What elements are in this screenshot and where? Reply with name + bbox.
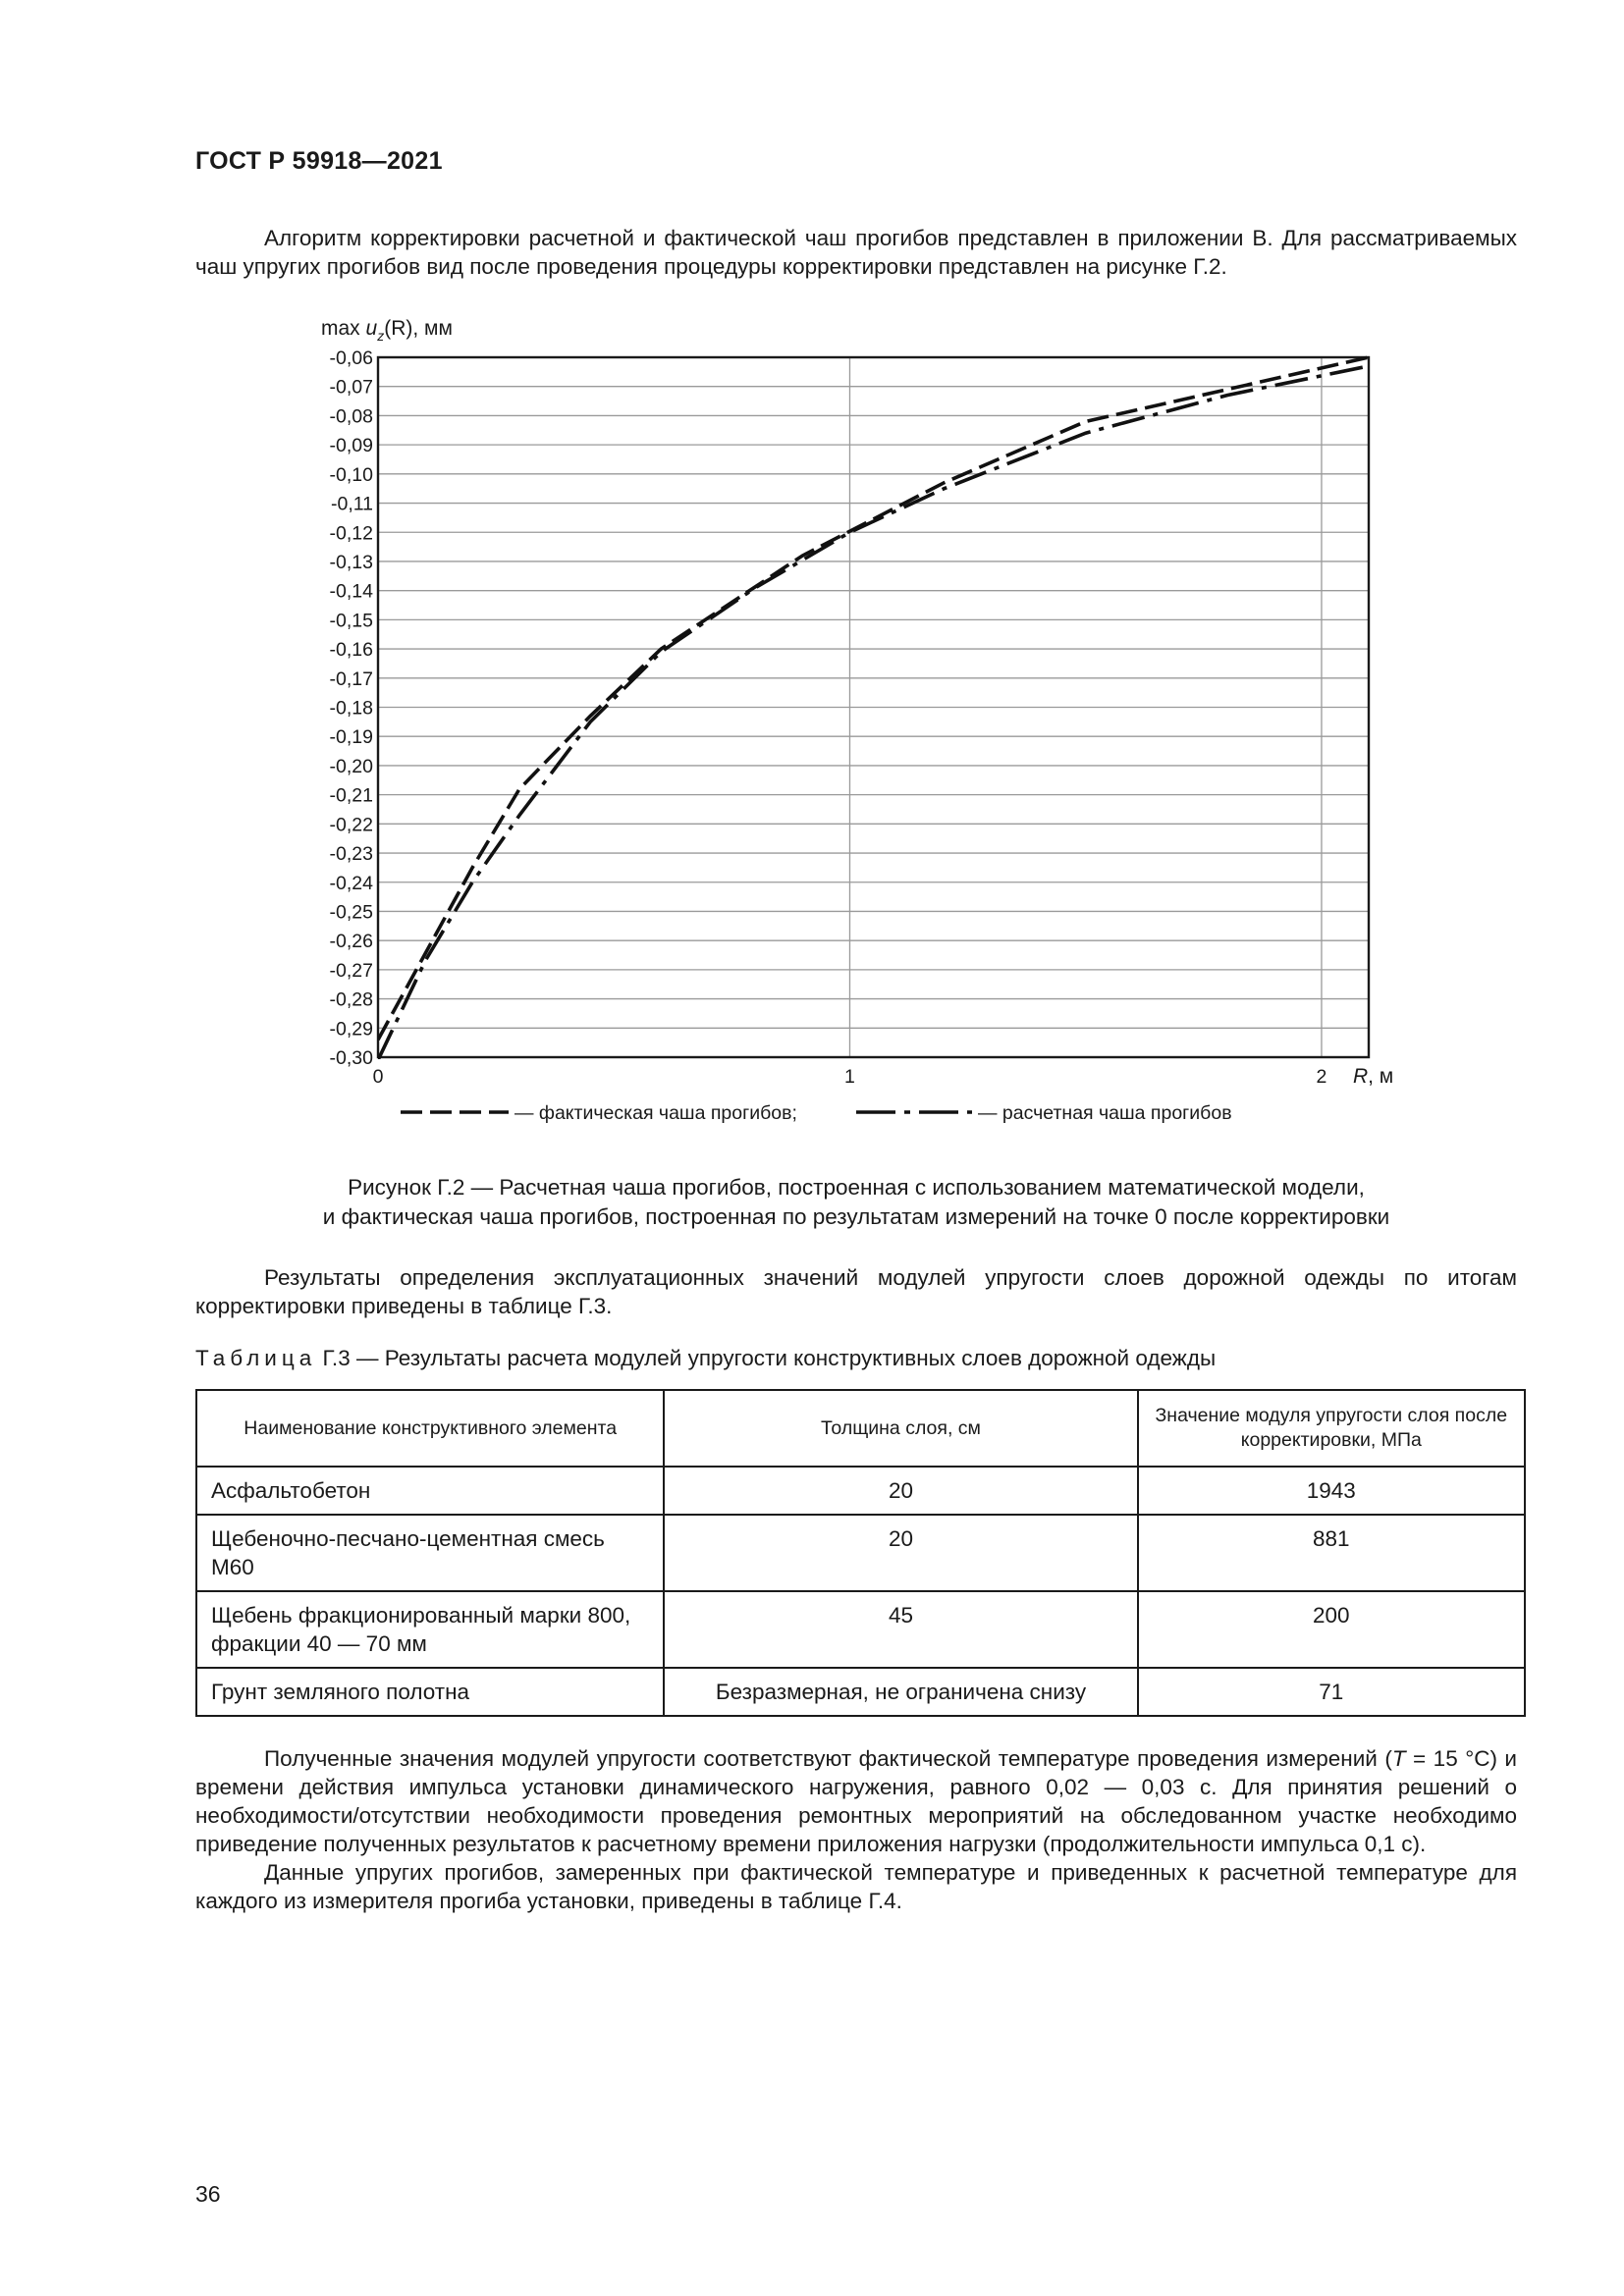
x-axis-label: R, м bbox=[1352, 1065, 1394, 1088]
y-axis-label: $\max u_z(R)$, мм bbox=[321, 317, 453, 344]
cell-modulus: 71 bbox=[1138, 1668, 1525, 1716]
y-tick-label: -0,19 bbox=[329, 726, 373, 749]
table-caption-title: Г.3 — Результаты расчета модулей упругости конструктивных слоев дорожной одежды bbox=[322, 1346, 1217, 1370]
y-tick-label: -0,24 bbox=[329, 872, 373, 894]
y-tick-label: -0,11 bbox=[331, 493, 373, 515]
table-row bbox=[196, 1668, 1525, 1716]
x-tick-label: 0 bbox=[372, 1066, 384, 1088]
y-tick-label: -0,18 bbox=[329, 697, 373, 720]
cell-name: Щебеночно-песчано-цементная смесь М60 bbox=[196, 1515, 664, 1591]
y-tick-label: -0,09 bbox=[329, 435, 373, 457]
y-tick-label: -0,23 bbox=[329, 843, 373, 866]
y-tick-label: -0,06 bbox=[329, 347, 373, 369]
closing-paragraph-1 bbox=[195, 1744, 1517, 1858]
x-tick-label: 2 bbox=[1316, 1066, 1327, 1088]
y-tick-label: -0,27 bbox=[329, 959, 373, 982]
cell-name: Асфальтобетон bbox=[196, 1467, 664, 1515]
results-text: Результаты определения эксплуатационных значений модулей упругости слоев дорожной одежды по итогам корректировки приведены в таблице Г.3. bbox=[195, 1265, 1517, 1318]
temperature-symbol: T bbox=[1391, 1746, 1406, 1771]
table-header-row bbox=[196, 1390, 1525, 1467]
cell-name: Грунт земляного полотна bbox=[196, 1668, 664, 1716]
cell-modulus: 1943 bbox=[1138, 1467, 1525, 1515]
document-header: ГОСТ Р 59918—2021 bbox=[195, 147, 443, 175]
y-tick-label: -0,17 bbox=[329, 667, 373, 690]
y-tick-label: -0,10 bbox=[329, 463, 373, 486]
y-tick-label: -0,07 bbox=[329, 376, 373, 399]
y-tick-label: -0,08 bbox=[329, 405, 373, 428]
cell-thickness: 20 bbox=[664, 1515, 1137, 1591]
header-modulus: Значение модуля упругости слоя после корректировки, МПа bbox=[1138, 1390, 1525, 1467]
intro-text: Алгоритм корректировки расчетной и фактической чаш прогибов представлен в приложении В. Для рассматриваемых чаш упругих прогибов вид после проведения процедуры корректировки представлен на рисунке Г.2. bbox=[195, 226, 1517, 279]
cell-thickness: Безразмерная, не ограничена снизу bbox=[664, 1668, 1137, 1716]
moduli-table bbox=[195, 1389, 1526, 1717]
cell-thickness: 45 bbox=[664, 1591, 1137, 1668]
legend-label-fact: — фактическая чаша прогибов; bbox=[514, 1102, 797, 1124]
y-tick-label: -0,29 bbox=[329, 1018, 373, 1041]
closing-paragraphs bbox=[195, 1744, 1517, 1915]
y-tick-label: -0,26 bbox=[329, 931, 373, 953]
legend-label-calc: — расчетная чаша прогибов bbox=[978, 1102, 1232, 1124]
table-row bbox=[196, 1515, 1525, 1591]
figure-caption-line-2: и фактическая чаша прогибов, построенная по результатам измерений на точке 0 после корректировки bbox=[322, 1204, 1390, 1229]
series-line-fact bbox=[378, 357, 1369, 1040]
table-row bbox=[196, 1467, 1525, 1515]
intro-paragraph bbox=[195, 224, 1517, 281]
table-row bbox=[196, 1591, 1525, 1668]
y-tick-label: -0,15 bbox=[329, 610, 373, 632]
page-number: 36 bbox=[195, 2181, 221, 2207]
y-tick-label: -0,21 bbox=[329, 784, 373, 807]
y-tick-label: -0,12 bbox=[329, 522, 373, 545]
cell-modulus: 881 bbox=[1138, 1515, 1525, 1591]
y-tick-label: -0,25 bbox=[329, 901, 373, 924]
x-tick-label: 1 bbox=[844, 1066, 855, 1088]
deflection-chart bbox=[295, 304, 1424, 1168]
y-tick-label: -0,28 bbox=[329, 988, 373, 1011]
figure-caption-line-1: Рисунок Г.2 — Расчетная чаша прогибов, построенная с использованием математической модели, bbox=[348, 1175, 1365, 1200]
y-tick-label: -0,30 bbox=[329, 1047, 373, 1069]
series-line-calc bbox=[378, 366, 1369, 1060]
y-tick-label: -0,14 bbox=[329, 580, 373, 603]
closing-p1-start: Полученные значения модулей упругости соответствуют фактической температуре проведения измерений ( bbox=[264, 1746, 1392, 1771]
cell-modulus: 200 bbox=[1138, 1591, 1525, 1668]
cell-name: Щебень фракционированный марки 800, фракции 40 — 70 мм bbox=[196, 1591, 664, 1668]
closing-p1-rest: = 15 °С) и времени действия импульса установки динамического нагружения, равного 0,02 — 0,03 с. Для принятия решений о необходимости/отсутствии необходимости проведения ремонтных мероприятий на обследованном участке необходимо приведение полученных результатов к расчетному времени приложения нагрузки (продолжительности импульса 0,1 с). bbox=[195, 1746, 1517, 1856]
y-tick-label: -0,13 bbox=[329, 551, 373, 573]
closing-paragraph-2: Данные упругих прогибов, замеренных при фактической температуре и приведенных к расчетной температуре для каждого из измерителя прогиба установки, приведены в таблице Г.4. bbox=[195, 1860, 1517, 1913]
y-tick-label: -0,16 bbox=[329, 639, 373, 662]
header-element-name: Наименование конструктивного элемента bbox=[196, 1390, 664, 1467]
header-thickness: Толщина слоя, см bbox=[664, 1390, 1137, 1467]
results-paragraph bbox=[195, 1263, 1517, 1320]
y-tick-label: -0,20 bbox=[329, 755, 373, 777]
table-caption-label: Таблица bbox=[195, 1346, 317, 1370]
y-tick-label: -0,22 bbox=[329, 814, 373, 836]
chart-canvas bbox=[295, 304, 1424, 1168]
figure-caption bbox=[195, 1173, 1517, 1232]
cell-thickness: 20 bbox=[664, 1467, 1137, 1515]
table-caption bbox=[195, 1346, 1216, 1371]
